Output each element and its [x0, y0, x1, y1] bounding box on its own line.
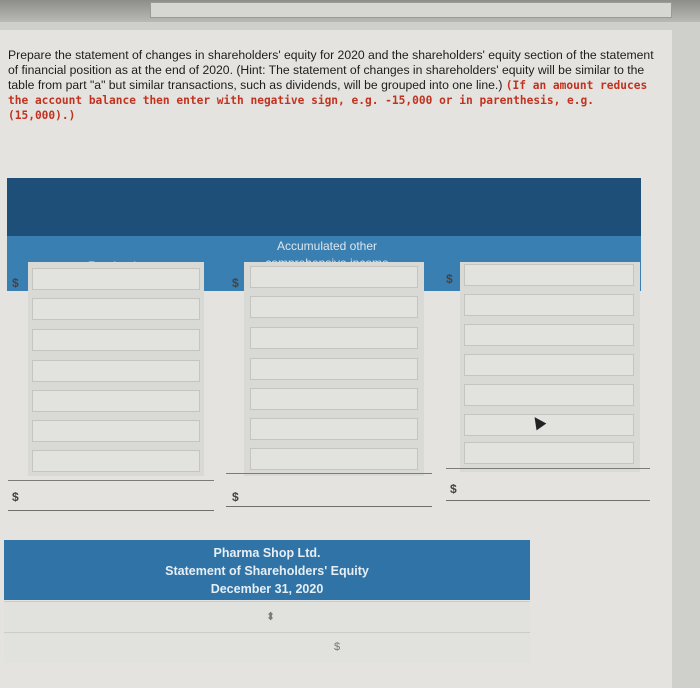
currency-symbol: $ — [232, 490, 239, 504]
aoci-input-5[interactable] — [250, 388, 418, 410]
instructions-text — [8, 48, 658, 123]
total-input-3[interactable] — [464, 324, 634, 346]
aoci-input-2[interactable] — [250, 296, 418, 318]
aoci-input-7[interactable] — [250, 448, 418, 470]
rule — [226, 473, 432, 474]
currency-symbol: $ — [450, 482, 457, 496]
retained-earnings-input-7[interactable] — [32, 450, 200, 472]
aoci-input-3[interactable] — [250, 327, 418, 349]
retained-earnings-input-2[interactable] — [32, 298, 200, 320]
top-input-field[interactable] — [150, 2, 672, 18]
currency-symbol: $ — [12, 490, 19, 504]
total-input-5[interactable] — [464, 384, 634, 406]
company-name: Pharma Shop Ltd. — [213, 546, 321, 560]
retained-earnings-input-1[interactable] — [32, 268, 200, 290]
question-page — [0, 30, 672, 688]
rule — [8, 480, 214, 481]
total-rule — [226, 506, 432, 507]
statement-header — [4, 540, 530, 600]
currency-symbol: $ — [12, 276, 19, 290]
currency-symbol: $ — [334, 641, 341, 653]
aoci-input-1[interactable] — [250, 266, 418, 288]
total-input-6[interactable] — [464, 414, 634, 436]
total-rule — [8, 510, 214, 511]
currency-symbol: $ — [232, 276, 239, 290]
aoci-input-4[interactable] — [250, 358, 418, 380]
table-header-bar — [7, 178, 641, 236]
total-input-2[interactable] — [464, 294, 634, 316]
statement-date: December 31, 2020 — [210, 582, 324, 596]
total-input-7[interactable] — [464, 442, 634, 464]
statement-title: Statement of Shareholders' Equity — [165, 564, 369, 578]
retained-earnings-input-3[interactable] — [32, 329, 200, 351]
total-rule — [446, 500, 650, 501]
column-header-aoci: Accumulated other — [276, 239, 378, 253]
instructions-main: Prepare the statement of changes in shareholders' equity for 2020 and the shareholders' equity section of the statement of financial position as at the end of 2020. (Hint: The statement of changes in shareholders' equity will be similar to the table from part "a" but similar transactions, such as dividends, will be grouped into one line.) — [8, 48, 654, 92]
retained-earnings-input-5[interactable] — [32, 390, 200, 412]
sort-arrows-icon: ⬍ — [266, 611, 276, 623]
total-input-1[interactable] — [464, 264, 634, 286]
retained-earnings-input-6[interactable] — [32, 420, 200, 442]
rule — [446, 468, 650, 469]
statement-row — [4, 632, 530, 663]
statement-row — [4, 601, 530, 632]
retained-earnings-input-4[interactable] — [32, 360, 200, 382]
browser-top-bar — [0, 0, 700, 22]
instructions-hint: (If an amount reduces the account balance then enter with negative sign, e.g. -15,000 or in parenthesis, e.g. (15,000).) — [8, 79, 648, 122]
total-input-4[interactable] — [464, 354, 634, 376]
currency-symbol: $ — [446, 272, 453, 286]
aoci-input-6[interactable] — [250, 418, 418, 440]
